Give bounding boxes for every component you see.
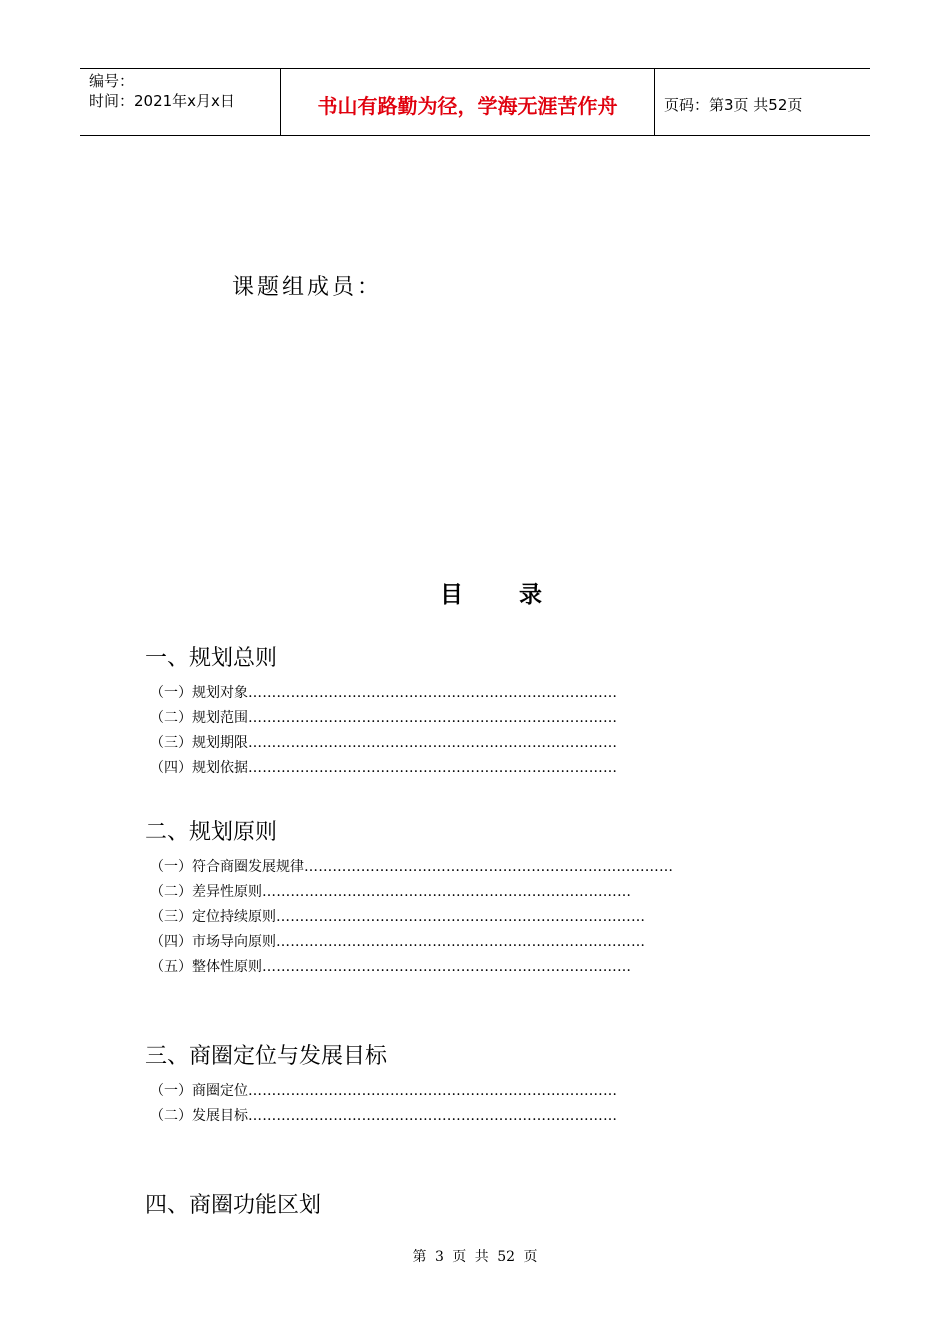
members-label: 课题组成员： [232, 275, 383, 300]
toc-entry-leader: …………………………………………………………………… [248, 685, 618, 701]
toc-entry-label: （一）符合商圈发展规律 [150, 859, 304, 875]
toc-entry-leader: …………………………………………………………………… [248, 760, 618, 776]
header-motto-cell [281, 69, 655, 135]
toc-entry[interactable] [150, 881, 631, 901]
toc-entry-label: （五）整体性原则 [150, 959, 262, 975]
toc-entry-label: （四）市场导向原则 [150, 934, 276, 950]
toc-section-title: 三、商圈定位与发展目标 [145, 1044, 388, 1069]
toc-section-title: 二、规划原则 [145, 820, 278, 845]
toc-entry[interactable] [150, 682, 617, 702]
toc-entry-label: （二）发展目标 [150, 1108, 248, 1124]
toc-entry-leader: …………………………………………………………………… [262, 959, 632, 975]
toc-entry-leader: …………………………………………………………………… [248, 1108, 618, 1124]
toc-entry[interactable] [150, 757, 617, 777]
header-page-cell [655, 69, 870, 135]
toc-entry-leader: …………………………………………………………………… [262, 884, 632, 900]
toc-entry[interactable] [150, 931, 645, 951]
serial-label: 编号： [89, 72, 135, 90]
toc-entry[interactable] [150, 906, 645, 926]
page-footer: 第 3 页 共 52 页 [412, 1249, 538, 1265]
toc-entry[interactable] [150, 1105, 617, 1125]
toc-entry[interactable] [150, 707, 617, 727]
toc-entry-label: （一）规划对象 [150, 685, 248, 701]
header-motto: 书山有路勤为径，学海无涯苦作舟 [317, 93, 618, 118]
toc-entry-leader: …………………………………………………………………… [304, 859, 674, 875]
toc-entry-leader: …………………………………………………………………… [248, 735, 618, 751]
toc-entry[interactable] [150, 1080, 617, 1100]
toc-section-title: 一、规划总则 [145, 646, 278, 671]
toc-entry[interactable] [150, 956, 631, 976]
toc-entry-leader: …………………………………………………………………… [276, 934, 646, 950]
toc-title: 目 录 [440, 582, 567, 608]
toc-entry-leader: …………………………………………………………………… [248, 710, 618, 726]
toc-entry-leader: …………………………………………………………………… [248, 1083, 618, 1099]
toc-section-title: 四、商圈功能区划 [145, 1193, 322, 1218]
toc-entry-label: （一）商圈定位 [150, 1083, 248, 1099]
toc-entry-leader: …………………………………………………………………… [276, 909, 646, 925]
toc-entry-label: （三）定位持续原则 [150, 909, 276, 925]
toc-entry-label: （三）规划期限 [150, 735, 248, 751]
header-meta-cell [80, 69, 281, 135]
toc-entry-label: （四）规划依据 [150, 760, 248, 776]
toc-entry[interactable] [150, 732, 617, 752]
toc-entry-label: （二）差异性原则 [150, 884, 262, 900]
time-label: 时间：2021年x月x日 [89, 92, 235, 110]
toc-entry-label: （二）规划范围 [150, 710, 248, 726]
page-header [80, 68, 870, 136]
toc-entry[interactable] [150, 856, 673, 876]
header-page-info: 页码：第3页 共52页 [664, 95, 803, 114]
